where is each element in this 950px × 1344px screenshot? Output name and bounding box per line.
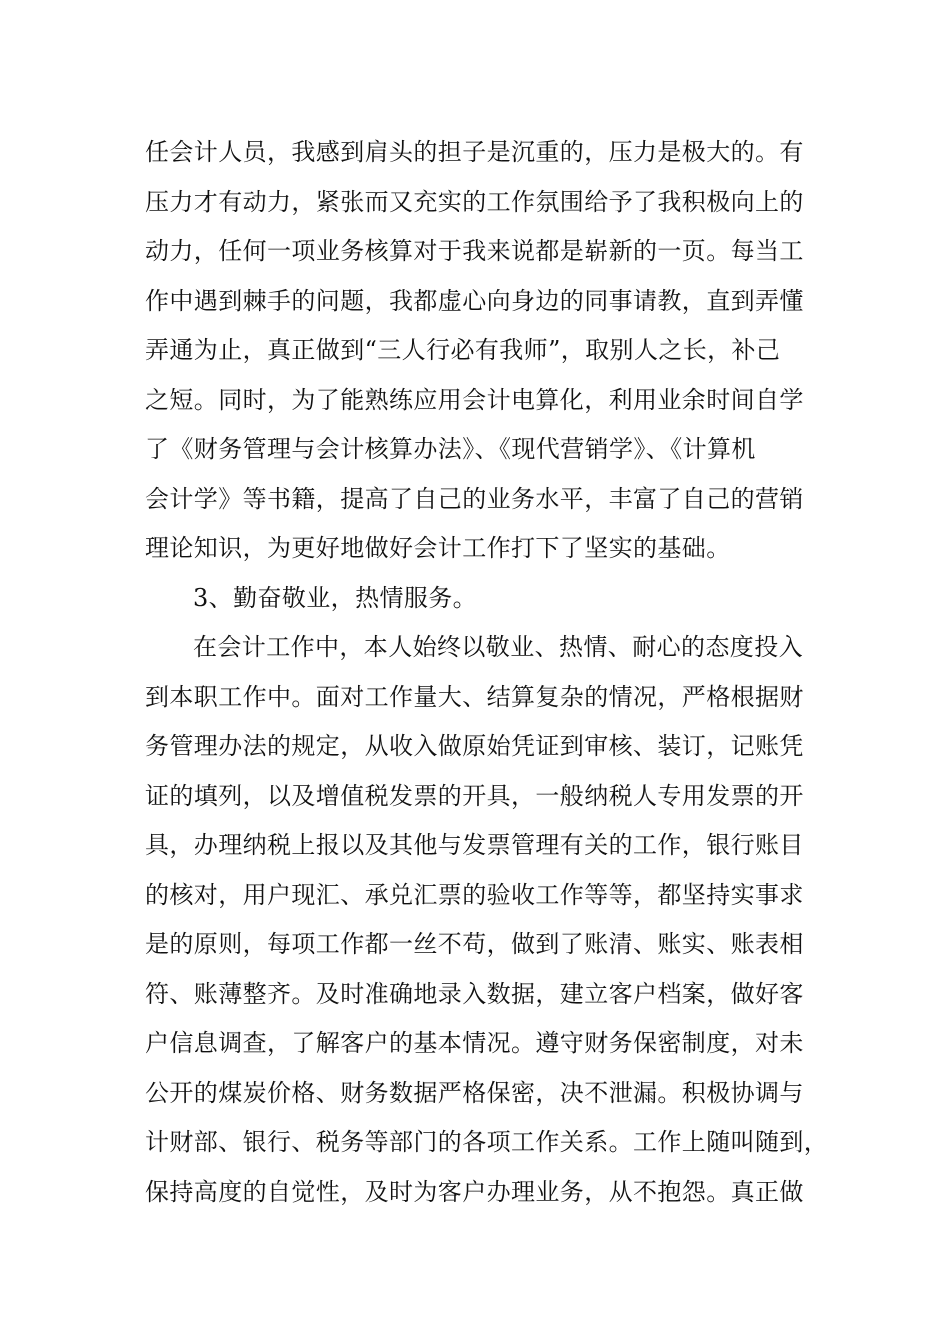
text-line: 证的填列，以及增值税发票的开具，一般纳税人专用发票的开 (145, 781, 804, 810)
text-line: 是的原则，每项工作都一丝不苟，做到了账清、账实、账表相 (145, 930, 804, 958)
text-line: 务管理办法的规定，从收入做原始凭证到审核、装订，记账凭 (145, 732, 804, 760)
text-line: 户信息调查，了解客户的基本情况。遵守财务保密制度，对未 (145, 1029, 804, 1057)
text-line: 公开的煤炭价格、财务数据严格保密，决不泄漏。积极协调与 (145, 1078, 804, 1107)
text-line: 了《财务管理与会计核算办法》、《现代营销学》、《计算机 (145, 435, 756, 463)
text-line: 压力才有动力，紧张而又充实的工作氛围给予了我积极向上的 (145, 187, 804, 216)
text-line: 保持高度的自觉性，及时为客户办理业务，从不抱怨。真正做 (145, 1177, 804, 1206)
text-line: 具，办理纳税上报以及其他与发票管理有关的工作，银行账目 (145, 831, 804, 859)
text-line: 的核对，用户现汇、承兑汇票的验收工作等等，都坚持实事求 (145, 880, 804, 909)
text-line: 动力，任何一项业务核算对于我来说都是崭新的一页。每当工 (145, 237, 804, 265)
paragraph-first-line: 在会计工作中，本人始终以敬业、热情、耐心的态度投入 (193, 633, 803, 661)
text-line: 作中遇到棘手的问题，我都虚心向身边的同事请教，直到弄懂 (145, 286, 804, 315)
section-heading: 3、勤奋敬业，热情服务。 (193, 583, 478, 612)
text-line: 弄通为止，真正做到“三人行必有我师”，取别人之长，补己 (145, 336, 781, 364)
text-line: 会计学》等书籍，提高了自己的业务水平，丰富了自己的营销 (145, 484, 804, 513)
text-line: 理论知识，为更好地做好会计工作打下了坚实的基础。 (145, 534, 731, 562)
text-line: 到本职工作中。面对工作量大、结算复杂的情况，严格根据财 (145, 682, 804, 711)
body-text (145, 128, 845, 1217)
text-line: 之短。同时，为了能熟练应用会计电算化，利用业余时间自学 (145, 385, 804, 414)
text-line: 计财部、银行、税务等部门的各项工作关系。工作上随叫随到， (145, 1128, 829, 1156)
text-line: 符、账薄整齐。及时准确地录入数据，建立客户档案，做好客 (145, 979, 804, 1008)
text-line: 任会计人员，我感到肩头的担子是沉重的，压力是极大的。有 (145, 138, 804, 166)
